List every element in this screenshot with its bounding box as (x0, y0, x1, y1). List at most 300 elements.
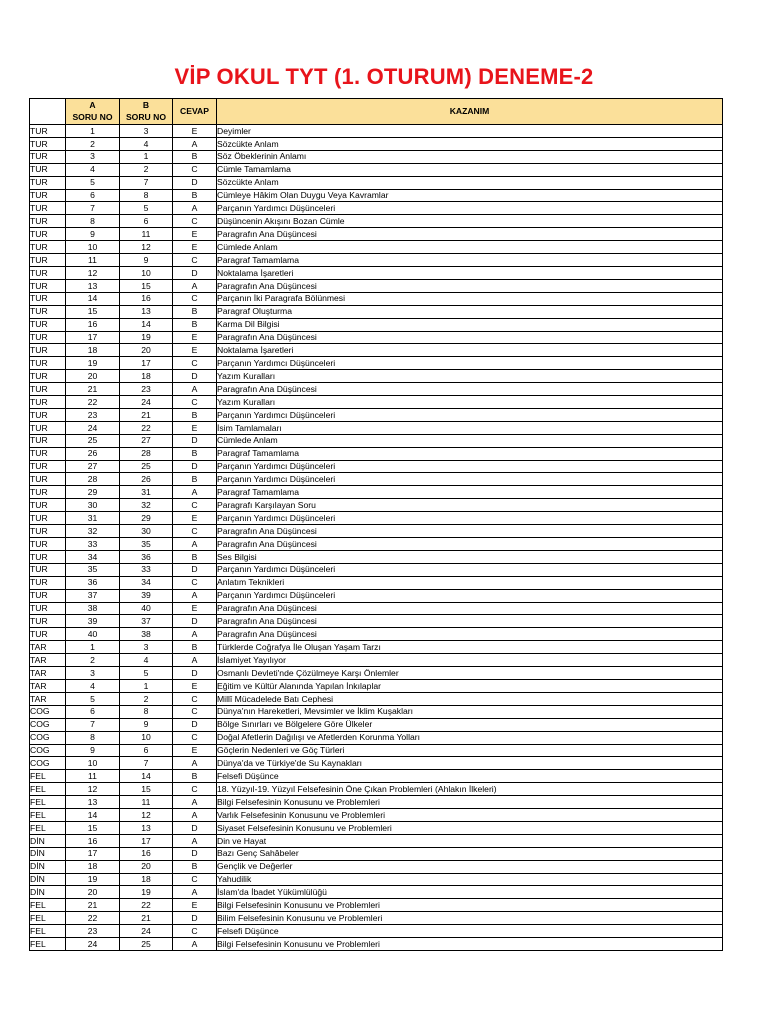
b-question-number-cell: 7 (120, 757, 173, 770)
b-question-number-cell: 5 (120, 667, 173, 680)
a-question-number-cell: 8 (66, 215, 120, 228)
subject-cell: TUR (30, 305, 66, 318)
answer-cell: B (173, 473, 217, 486)
answer-cell: E (173, 125, 217, 138)
a-question-number-cell: 3 (66, 150, 120, 163)
table-row (30, 538, 723, 551)
b-question-number-cell: 18 (120, 873, 173, 886)
answer-cell: A (173, 886, 217, 899)
a-question-number-cell: 16 (66, 318, 120, 331)
kazanim-cell: Parçanın Yardımcı Düşünceleri (217, 202, 723, 215)
answer-cell: E (173, 241, 217, 254)
b-question-number-cell: 1 (120, 150, 173, 163)
a-question-number-cell: 13 (66, 279, 120, 292)
a-question-number-cell: 39 (66, 615, 120, 628)
table-row (30, 615, 723, 628)
table-row (30, 421, 723, 434)
b-question-number-cell: 8 (120, 189, 173, 202)
answer-cell: B (173, 447, 217, 460)
answer-cell: A (173, 486, 217, 499)
answer-cell: E (173, 228, 217, 241)
subject-cell: DİN (30, 834, 66, 847)
kazanim-cell: Paragraf Tamamlama (217, 447, 723, 460)
a-question-number-cell: 6 (66, 189, 120, 202)
a-question-number-cell: 25 (66, 434, 120, 447)
table-row (30, 279, 723, 292)
table-row (30, 886, 723, 899)
header-a-soru-no (66, 99, 120, 125)
b-question-number-cell: 22 (120, 899, 173, 912)
a-question-number-cell: 15 (66, 305, 120, 318)
b-question-number-cell: 5 (120, 202, 173, 215)
kazanim-cell: Eğitim ve Kültür Alanında Yapılan İnkılaplar (217, 679, 723, 692)
kazanim-cell: Bilgi Felsefesinin Konusunu ve Problemleri (217, 899, 723, 912)
b-question-number-cell: 2 (120, 163, 173, 176)
b-question-number-cell: 15 (120, 279, 173, 292)
kazanim-cell: Paragrafın Ana Düşüncesi (217, 525, 723, 538)
kazanim-cell: Parçanın Yardımcı Düşünceleri (217, 357, 723, 370)
answer-key-table (29, 98, 723, 951)
table-row (30, 499, 723, 512)
b-question-number-cell: 11 (120, 796, 173, 809)
table-row (30, 125, 723, 138)
a-question-number-cell: 29 (66, 486, 120, 499)
answer-cell: D (173, 563, 217, 576)
table-row (30, 809, 723, 822)
kazanim-cell: Düşüncenin Akışını Bozan Cümle (217, 215, 723, 228)
a-question-number-cell: 2 (66, 654, 120, 667)
header-cevap: CEVAP (173, 99, 217, 125)
subject-cell: TUR (30, 486, 66, 499)
answer-cell: D (173, 912, 217, 925)
b-question-number-cell: 30 (120, 525, 173, 538)
answer-cell: B (173, 860, 217, 873)
a-question-number-cell: 17 (66, 847, 120, 860)
kazanim-cell: İslamiyet Yayılıyor (217, 654, 723, 667)
a-question-number-cell: 19 (66, 357, 120, 370)
answer-cell: D (173, 718, 217, 731)
kazanim-cell: Yahudilik (217, 873, 723, 886)
answer-cell: E (173, 331, 217, 344)
b-question-number-cell: 9 (120, 254, 173, 267)
b-question-number-cell: 3 (120, 125, 173, 138)
table-row (30, 679, 723, 692)
subject-cell: TUR (30, 318, 66, 331)
b-question-number-cell: 32 (120, 499, 173, 512)
b-question-number-cell: 37 (120, 615, 173, 628)
answer-cell: D (173, 266, 217, 279)
subject-cell: FEL (30, 899, 66, 912)
b-question-number-cell: 25 (120, 938, 173, 951)
subject-cell: TAR (30, 641, 66, 654)
a-question-number-cell: 26 (66, 447, 120, 460)
answer-cell: E (173, 602, 217, 615)
answer-cell: B (173, 408, 217, 421)
subject-cell: TUR (30, 344, 66, 357)
table-row (30, 576, 723, 589)
b-question-number-cell: 1 (120, 679, 173, 692)
b-question-number-cell: 10 (120, 266, 173, 279)
subject-cell: TAR (30, 667, 66, 680)
b-question-number-cell: 21 (120, 408, 173, 421)
subject-cell: DİN (30, 847, 66, 860)
b-question-number-cell: 23 (120, 383, 173, 396)
answer-cell: D (173, 434, 217, 447)
kazanim-cell: Bölge Sınırları ve Bölgelere Göre Ülkeler (217, 718, 723, 731)
a-question-number-cell: 34 (66, 550, 120, 563)
b-question-number-cell: 6 (120, 744, 173, 757)
answer-cell: C (173, 873, 217, 886)
table-row (30, 925, 723, 938)
header-row (30, 99, 723, 125)
a-question-number-cell: 35 (66, 563, 120, 576)
kazanim-cell: Bilgi Felsefesinin Konusunu ve Problemleri (217, 796, 723, 809)
kazanim-cell: Dünya'nın Hareketleri, Mevsimler ve İklim Kuşakları (217, 705, 723, 718)
table-row (30, 847, 723, 860)
b-question-number-cell: 25 (120, 460, 173, 473)
a-question-number-cell: 7 (66, 718, 120, 731)
kazanim-cell: Felsefi Düşünce (217, 925, 723, 938)
kazanim-cell: Paragrafın Ana Düşüncesi (217, 602, 723, 615)
kazanim-cell: Bilgi Felsefesinin Konusunu ve Problemleri (217, 938, 723, 951)
table-row (30, 357, 723, 370)
a-question-number-cell: 40 (66, 628, 120, 641)
answer-cell: D (173, 847, 217, 860)
a-question-number-cell: 9 (66, 744, 120, 757)
answer-cell: E (173, 344, 217, 357)
kazanim-cell: Deyimler (217, 125, 723, 138)
b-question-number-cell: 11 (120, 228, 173, 241)
kazanim-cell: Yazım Kuralları (217, 396, 723, 409)
subject-cell: TUR (30, 150, 66, 163)
subject-cell: COG (30, 731, 66, 744)
kazanim-cell: İsim Tamlamaları (217, 421, 723, 434)
kazanim-cell: Göçlerin Nedenleri ve Göç Türleri (217, 744, 723, 757)
kazanim-cell: 18. Yüzyıl-19. Yüzyıl Felsefesinin Öne Çıkan Problemleri (Ahlakın İlkeleri) (217, 783, 723, 796)
b-question-number-cell: 24 (120, 396, 173, 409)
b-question-number-cell: 14 (120, 770, 173, 783)
b-question-number-cell: 4 (120, 137, 173, 150)
a-question-number-cell: 24 (66, 421, 120, 434)
subject-cell: TUR (30, 525, 66, 538)
kazanim-cell: Cümlede Anlam (217, 241, 723, 254)
kazanim-cell: Gençlik ve Değerler (217, 860, 723, 873)
a-question-number-cell: 22 (66, 912, 120, 925)
subject-cell: TUR (30, 499, 66, 512)
b-question-number-cell: 20 (120, 860, 173, 873)
header-subject-cell (30, 99, 66, 125)
subject-cell: FEL (30, 925, 66, 938)
answer-cell: C (173, 731, 217, 744)
answer-cell: C (173, 396, 217, 409)
b-question-number-cell: 36 (120, 550, 173, 563)
subject-cell: COG (30, 757, 66, 770)
subject-cell: FEL (30, 796, 66, 809)
a-question-number-cell: 6 (66, 705, 120, 718)
subject-cell: TUR (30, 512, 66, 525)
b-question-number-cell: 7 (120, 176, 173, 189)
a-question-number-cell: 24 (66, 938, 120, 951)
answer-cell: C (173, 692, 217, 705)
answer-cell: A (173, 834, 217, 847)
subject-cell: DİN (30, 886, 66, 899)
a-question-number-cell: 2 (66, 137, 120, 150)
answer-cell: B (173, 150, 217, 163)
table-row (30, 692, 723, 705)
subject-cell: TUR (30, 163, 66, 176)
table-row (30, 344, 723, 357)
a-question-number-cell: 37 (66, 589, 120, 602)
kazanim-cell: Parçanın Yardımcı Düşünceleri (217, 460, 723, 473)
a-question-number-cell: 11 (66, 770, 120, 783)
subject-cell: TUR (30, 447, 66, 460)
kazanim-cell: Felsefi Düşünce (217, 770, 723, 783)
kazanim-cell: Cümleye Hâkim Olan Duygu Veya Kavramlar (217, 189, 723, 202)
subject-cell: TUR (30, 563, 66, 576)
table-row (30, 331, 723, 344)
b-question-number-cell: 17 (120, 357, 173, 370)
kazanim-cell: Millî Mücadelede Batı Cephesi (217, 692, 723, 705)
answer-cell: E (173, 421, 217, 434)
table-row (30, 563, 723, 576)
kazanim-cell: Paragrafın Ana Düşüncesi (217, 615, 723, 628)
table-row (30, 550, 723, 563)
a-question-number-cell: 20 (66, 370, 120, 383)
answer-cell: A (173, 589, 217, 602)
table-row (30, 744, 723, 757)
a-question-number-cell: 11 (66, 254, 120, 267)
answer-cell: C (173, 783, 217, 796)
kazanim-cell: Paragraf Tamamlama (217, 254, 723, 267)
answer-cell: A (173, 202, 217, 215)
answer-cell: A (173, 757, 217, 770)
answer-cell: D (173, 667, 217, 680)
table-row (30, 370, 723, 383)
b-question-number-cell: 19 (120, 886, 173, 899)
subject-cell: TUR (30, 589, 66, 602)
a-question-number-cell: 19 (66, 873, 120, 886)
table-row (30, 254, 723, 267)
table-row (30, 860, 723, 873)
kazanim-cell: Sözcükte Anlam (217, 176, 723, 189)
kazanim-cell: Paragrafın Ana Düşüncesi (217, 228, 723, 241)
table-row (30, 163, 723, 176)
subject-cell: TUR (30, 383, 66, 396)
subject-cell: COG (30, 744, 66, 757)
b-question-number-cell: 21 (120, 912, 173, 925)
answer-cell: A (173, 938, 217, 951)
b-question-number-cell: 20 (120, 344, 173, 357)
page-title: VİP OKUL TYT (1. OTURUM) DENEME-2 (174, 64, 594, 89)
answer-cell: D (173, 370, 217, 383)
kazanim-cell: Varlık Felsefesinin Konusunu ve Problemleri (217, 809, 723, 822)
subject-cell: DİN (30, 873, 66, 886)
kazanim-cell: Cümle Tamamlama (217, 163, 723, 176)
a-question-number-cell: 10 (66, 241, 120, 254)
subject-cell: FEL (30, 809, 66, 822)
b-question-number-cell: 26 (120, 473, 173, 486)
kazanim-cell: Paragrafın Ana Düşüncesi (217, 279, 723, 292)
subject-cell: TUR (30, 615, 66, 628)
answer-cell: C (173, 705, 217, 718)
kazanim-cell: Doğal Afetlerin Dağılışı ve Afetlerden Korunma Yolları (217, 731, 723, 744)
table-row (30, 241, 723, 254)
answer-cell: D (173, 176, 217, 189)
kazanim-cell: Sözcükte Anlam (217, 137, 723, 150)
subject-cell: TUR (30, 628, 66, 641)
b-question-number-cell: 17 (120, 834, 173, 847)
subject-cell: TUR (30, 137, 66, 150)
subject-cell: TUR (30, 254, 66, 267)
table-row (30, 228, 723, 241)
subject-cell: TUR (30, 241, 66, 254)
kazanim-cell: Noktalama İşaretleri (217, 344, 723, 357)
a-question-number-cell: 5 (66, 176, 120, 189)
subject-cell: TUR (30, 189, 66, 202)
table-row (30, 215, 723, 228)
table-row (30, 447, 723, 460)
subject-cell: TUR (30, 396, 66, 409)
answer-cell: A (173, 809, 217, 822)
answer-cell: E (173, 512, 217, 525)
subject-cell: TUR (30, 357, 66, 370)
a-question-number-cell: 12 (66, 783, 120, 796)
b-question-number-cell: 8 (120, 705, 173, 718)
kazanim-cell: Paragrafın Ana Düşüncesi (217, 628, 723, 641)
table-row (30, 718, 723, 731)
kazanim-cell: Parçanın Yardımcı Düşünceleri (217, 589, 723, 602)
a-question-number-cell: 13 (66, 796, 120, 809)
subject-cell: TUR (30, 421, 66, 434)
b-question-number-cell: 40 (120, 602, 173, 615)
a-question-number-cell: 22 (66, 396, 120, 409)
table-row (30, 512, 723, 525)
a-question-number-cell: 18 (66, 860, 120, 873)
b-question-number-cell: 9 (120, 718, 173, 731)
kazanim-cell: Paragrafı Karşılayan Soru (217, 499, 723, 512)
table-row (30, 796, 723, 809)
b-question-number-cell: 13 (120, 821, 173, 834)
table-row (30, 783, 723, 796)
table-row (30, 757, 723, 770)
kazanim-cell: Söz Öbeklerinin Anlamı (217, 150, 723, 163)
table-row (30, 654, 723, 667)
table-row (30, 460, 723, 473)
subject-cell: TUR (30, 279, 66, 292)
answer-cell: C (173, 292, 217, 305)
a-question-number-cell: 3 (66, 667, 120, 680)
b-question-number-cell: 38 (120, 628, 173, 641)
a-question-number-cell: 4 (66, 679, 120, 692)
subject-cell: DİN (30, 860, 66, 873)
answer-cell: C (173, 499, 217, 512)
kazanim-cell: Ses Bilgisi (217, 550, 723, 563)
answer-cell: D (173, 821, 217, 834)
answer-cell: B (173, 318, 217, 331)
table-row (30, 202, 723, 215)
answer-cell: A (173, 279, 217, 292)
a-question-number-cell: 10 (66, 757, 120, 770)
subject-cell: TUR (30, 370, 66, 383)
table-row (30, 938, 723, 951)
subject-cell: COG (30, 718, 66, 731)
answer-cell: A (173, 654, 217, 667)
header-b-label: B (142, 99, 150, 110)
a-question-number-cell: 38 (66, 602, 120, 615)
b-question-number-cell: 15 (120, 783, 173, 796)
answer-cell: D (173, 615, 217, 628)
table-row (30, 770, 723, 783)
answer-cell: B (173, 550, 217, 563)
subject-cell: TAR (30, 679, 66, 692)
table-row (30, 641, 723, 654)
answer-cell: A (173, 538, 217, 551)
answer-cell: A (173, 137, 217, 150)
b-question-number-cell: 33 (120, 563, 173, 576)
subject-cell: TAR (30, 654, 66, 667)
table-row (30, 137, 723, 150)
answer-cell: A (173, 796, 217, 809)
table-row (30, 318, 723, 331)
a-question-number-cell: 16 (66, 834, 120, 847)
subject-cell: TUR (30, 215, 66, 228)
kazanim-cell: Paragrafın Ana Düşüncesi (217, 331, 723, 344)
answer-cell: C (173, 357, 217, 370)
table-row (30, 589, 723, 602)
table-row (30, 383, 723, 396)
subject-cell: TUR (30, 473, 66, 486)
table-row (30, 912, 723, 925)
answer-cell: B (173, 305, 217, 318)
subject-cell: TUR (30, 176, 66, 189)
kazanim-cell: Parçanın Yardımcı Düşünceleri (217, 563, 723, 576)
kazanim-cell: Din ve Hayat (217, 834, 723, 847)
b-question-number-cell: 22 (120, 421, 173, 434)
kazanim-cell: Yazım Kuralları (217, 370, 723, 383)
answer-cell: E (173, 899, 217, 912)
table-row (30, 525, 723, 538)
a-question-number-cell: 7 (66, 202, 120, 215)
subject-cell: TUR (30, 460, 66, 473)
table-row (30, 176, 723, 189)
b-question-number-cell: 12 (120, 809, 173, 822)
a-question-number-cell: 21 (66, 383, 120, 396)
b-question-number-cell: 35 (120, 538, 173, 551)
answer-cell: C (173, 254, 217, 267)
kazanim-cell: Dünya'da ve Türkiye'de Su Kaynakları (217, 757, 723, 770)
subject-cell: TUR (30, 538, 66, 551)
kazanim-cell: Paragraf Tamamlama (217, 486, 723, 499)
a-question-number-cell: 36 (66, 576, 120, 589)
table-row (30, 667, 723, 680)
kazanim-cell: Paragraf Oluşturma (217, 305, 723, 318)
header-b-soru-no (120, 99, 173, 125)
a-question-number-cell: 1 (66, 125, 120, 138)
b-question-number-cell: 29 (120, 512, 173, 525)
subject-cell: TUR (30, 266, 66, 279)
a-question-number-cell: 15 (66, 821, 120, 834)
kazanim-cell: Anlatım Teknikleri (217, 576, 723, 589)
answer-cell: C (173, 925, 217, 938)
kazanim-cell: İslam'da İbadet Yükümlülüğü (217, 886, 723, 899)
table-row (30, 408, 723, 421)
subject-cell: FEL (30, 783, 66, 796)
subject-cell: TUR (30, 292, 66, 305)
kazanim-cell: Parçanın İki Paragrafa Bölünmesi (217, 292, 723, 305)
kazanim-cell: Türklerde Coğrafya İle Oluşan Yaşam Tarzı (217, 641, 723, 654)
b-question-number-cell: 27 (120, 434, 173, 447)
table-row (30, 705, 723, 718)
